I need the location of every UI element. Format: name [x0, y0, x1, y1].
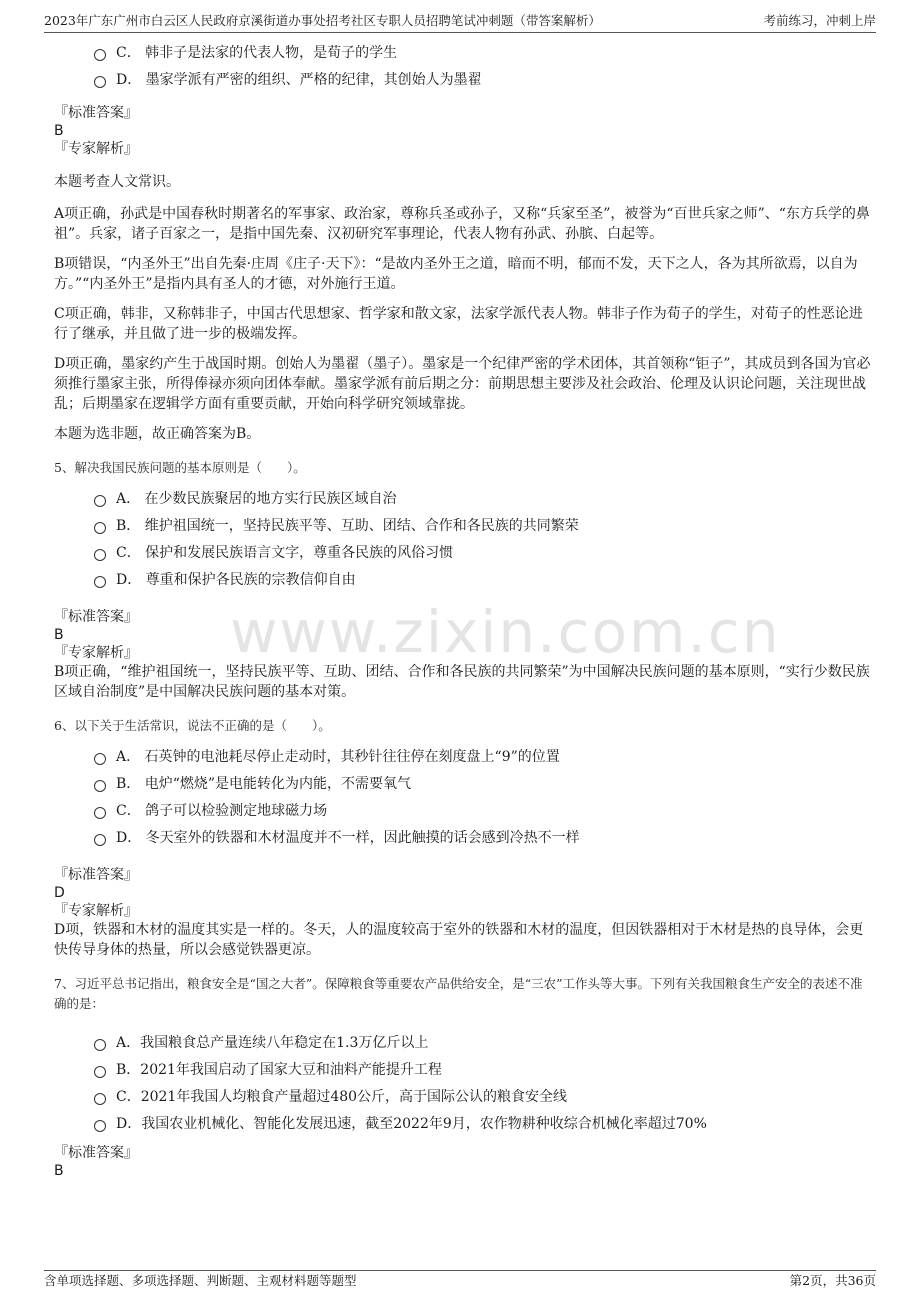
option-text: D．我国农业机械化、智能化发展迅速，截至2022年9月，农作物耕种收综合机械化率超过70% — [116, 1115, 707, 1132]
radio-icon[interactable] — [94, 1093, 106, 1105]
radio-icon[interactable] — [94, 834, 106, 846]
option-text: B．2021年我国启动了国家大豆和油料产能提升工程 — [116, 1061, 442, 1078]
radio-icon[interactable] — [94, 807, 106, 819]
answer-value: B — [54, 627, 64, 643]
analysis-paragraph: B项正确，“维护祖国统一，坚持民族平等、互助、团结、合作和各民族的共同繁荣”为中国解决民族问题的基本原则，“实行少数民族区域自治制度”是中国解决民族问题的基本对策。 — [54, 664, 870, 700]
radio-icon[interactable] — [94, 76, 106, 88]
header-slogan: 考前练习，冲刺上岸 — [763, 13, 876, 28]
analysis-paragraph: B项错误，“内圣外王”出自先秦·庄周《庄子·天下》：“是故内圣外王之道，暗而不明，郁而不发，天下之人，各为其所欲焉，以自为方。”“内圣外王”是指内具有圣人的才德，对外施行王道。 — [54, 256, 858, 292]
option-text: C． 鸽子可以检验测定地球磁力场 — [116, 802, 328, 819]
q4-option-d[interactable] — [54, 65, 874, 92]
q5-option-a[interactable] — [54, 484, 874, 511]
analysis-paragraph: A项正确，孙武是中国春秋时期著名的军事家、政治家，尊称兵圣或孙子，又称“兵家至圣”，被誉为“百世兵家之师”、“东方兵学的鼻祖”。兵家，诸子百家之一，是指中国先秦、汉初研究军事理论，代表人物有孙武、孙膑、白起等。 — [54, 206, 870, 242]
option-text: A． 石英钟的电池耗尽停止走动时，其秒针往往停在刻度盘上“9”的位置 — [116, 748, 560, 765]
footer-description: 含单项选择题、多项选择题、判断题、主观材料题等题型 — [44, 1273, 357, 1288]
question-6 — [54, 716, 874, 960]
answer-value: B — [54, 1163, 64, 1179]
option-text: C． 韩非子是法家的代表人物，是荀子的学生 — [116, 44, 398, 61]
analysis-paragraph: 本题考查人文常识。 — [54, 174, 180, 190]
watermark: www.zixin.com.cn — [230, 598, 781, 666]
analysis-paragraph: C项正确，韩非，又称韩非子，中国古代思想家、哲学家和散文家，法家学派代表人物。韩非子作为荀子的学生，对荀子的性恶论进行了继承，并且做了进一步的极端发挥。 — [54, 306, 863, 342]
analysis-label: 『专家解析』 — [54, 141, 138, 157]
answer-value: D — [54, 885, 65, 901]
radio-icon[interactable] — [94, 780, 106, 792]
radio-icon[interactable] — [94, 549, 106, 561]
radio-icon[interactable] — [94, 1039, 106, 1051]
q5-option-c[interactable] — [54, 538, 874, 565]
radio-icon[interactable] — [94, 1120, 106, 1132]
document-title: 2023年广东广州市白云区人民政府京溪街道办事处招考社区专职人员招聘笔试冲刺题（带答案解析） — [44, 13, 601, 28]
q7-option-b[interactable] — [54, 1055, 874, 1082]
page-content — [54, 38, 874, 1180]
option-text: A． 在少数民族聚居的地方实行民族区域自治 — [116, 490, 397, 507]
answer-label: 『标准答案』 — [54, 609, 138, 625]
option-text: C．2021年我国人均粮食产量超过480公斤，高于国际公认的粮食安全线 — [116, 1088, 568, 1105]
q6-option-b[interactable] — [54, 769, 874, 796]
radio-icon[interactable] — [94, 576, 106, 588]
radio-icon[interactable] — [94, 753, 106, 765]
q6-option-d[interactable] — [54, 823, 874, 850]
analysis-label: 『专家解析』 — [54, 645, 138, 661]
question-5 — [54, 458, 874, 702]
radio-icon[interactable] — [94, 1066, 106, 1078]
q7-option-a[interactable] — [54, 1028, 874, 1055]
answer-label: 『标准答案』 — [54, 1145, 138, 1161]
radio-icon[interactable] — [94, 49, 106, 61]
page-header — [44, 10, 876, 33]
q5-option-d[interactable] — [54, 565, 874, 592]
option-text: C． 保护和发展民族语言文字，尊重各民族的风俗习惯 — [116, 544, 454, 561]
answer-label: 『标准答案』 — [54, 867, 138, 883]
analysis-paragraph: 本题为选非题，故正确答案为B。 — [54, 426, 261, 442]
question-text: 7、习近平总书记指出，粮食安全是“国之大者”。保障粮食等重要农产品供给安全，是“三农”工作头等大事。下列有关我国粮食生产安全的表述不准确的是： — [54, 976, 863, 1011]
answer-label: 『标准答案』 — [54, 105, 138, 121]
page-footer — [44, 1270, 876, 1293]
q7-option-c[interactable] — [54, 1082, 874, 1109]
q6-option-c[interactable] — [54, 796, 874, 823]
option-text: D． 冬天室外的铁器和木材温度并不一样，因此触摸的话会感到冷热不一样 — [116, 829, 580, 846]
q4-option-c[interactable] — [54, 38, 874, 65]
q6-option-a[interactable] — [54, 742, 874, 769]
question-7 — [54, 974, 874, 1180]
option-text: B． 电炉“燃烧”是电能转化为内能，不需要氧气 — [116, 775, 412, 792]
question-4 — [54, 38, 874, 444]
analysis-paragraph: D项，铁器和木材的温度其实是一样的。冬天，人的温度较高于室外的铁器和木材的温度，但因铁器相对于木材是热的良导体，会更快传导身体的热量，所以会感觉铁器更凉。 — [54, 922, 864, 958]
question-text: 6、以下关于生活常识，说法不正确的是（ ）。 — [54, 718, 331, 733]
radio-icon[interactable] — [94, 522, 106, 534]
q5-option-b[interactable] — [54, 511, 874, 538]
question-text: 5、解决我国民族问题的基本原则是（ ）。 — [54, 460, 306, 475]
analysis-paragraph: D项正确，墨家约产生于战国时期。创始人为墨翟（墨子）。墨家是一个纪律严密的学术团体，其首领称“钜子”，其成员到各国为官必须推行墨家主张，所得俸禄亦须向团体奉献。墨家学派有前后期之分：前期思想主要涉及社会政治、伦理及认识论问题，关注现世战乱；后期墨家在逻辑学方面有重要贡献，开始向科学研究领域靠拢。 — [54, 356, 871, 412]
q7-option-d[interactable] — [54, 1109, 874, 1136]
page-number: 第2页，共36页 — [789, 1273, 876, 1288]
option-text: A．我国粮食总产量连续八年稳定在1.3万亿斤以上 — [116, 1034, 429, 1051]
option-text: B． 维护祖国统一，坚持民族平等、互助、团结、合作和各民族的共同繁荣 — [116, 517, 579, 534]
option-text: D． 尊重和保护各民族的宗教信仰自由 — [116, 571, 356, 588]
option-text: D． 墨家学派有严密的组织、严格的纪律，其创始人为墨翟 — [116, 71, 482, 88]
analysis-label: 『专家解析』 — [54, 903, 138, 919]
answer-value: B — [54, 123, 64, 139]
radio-icon[interactable] — [94, 495, 106, 507]
